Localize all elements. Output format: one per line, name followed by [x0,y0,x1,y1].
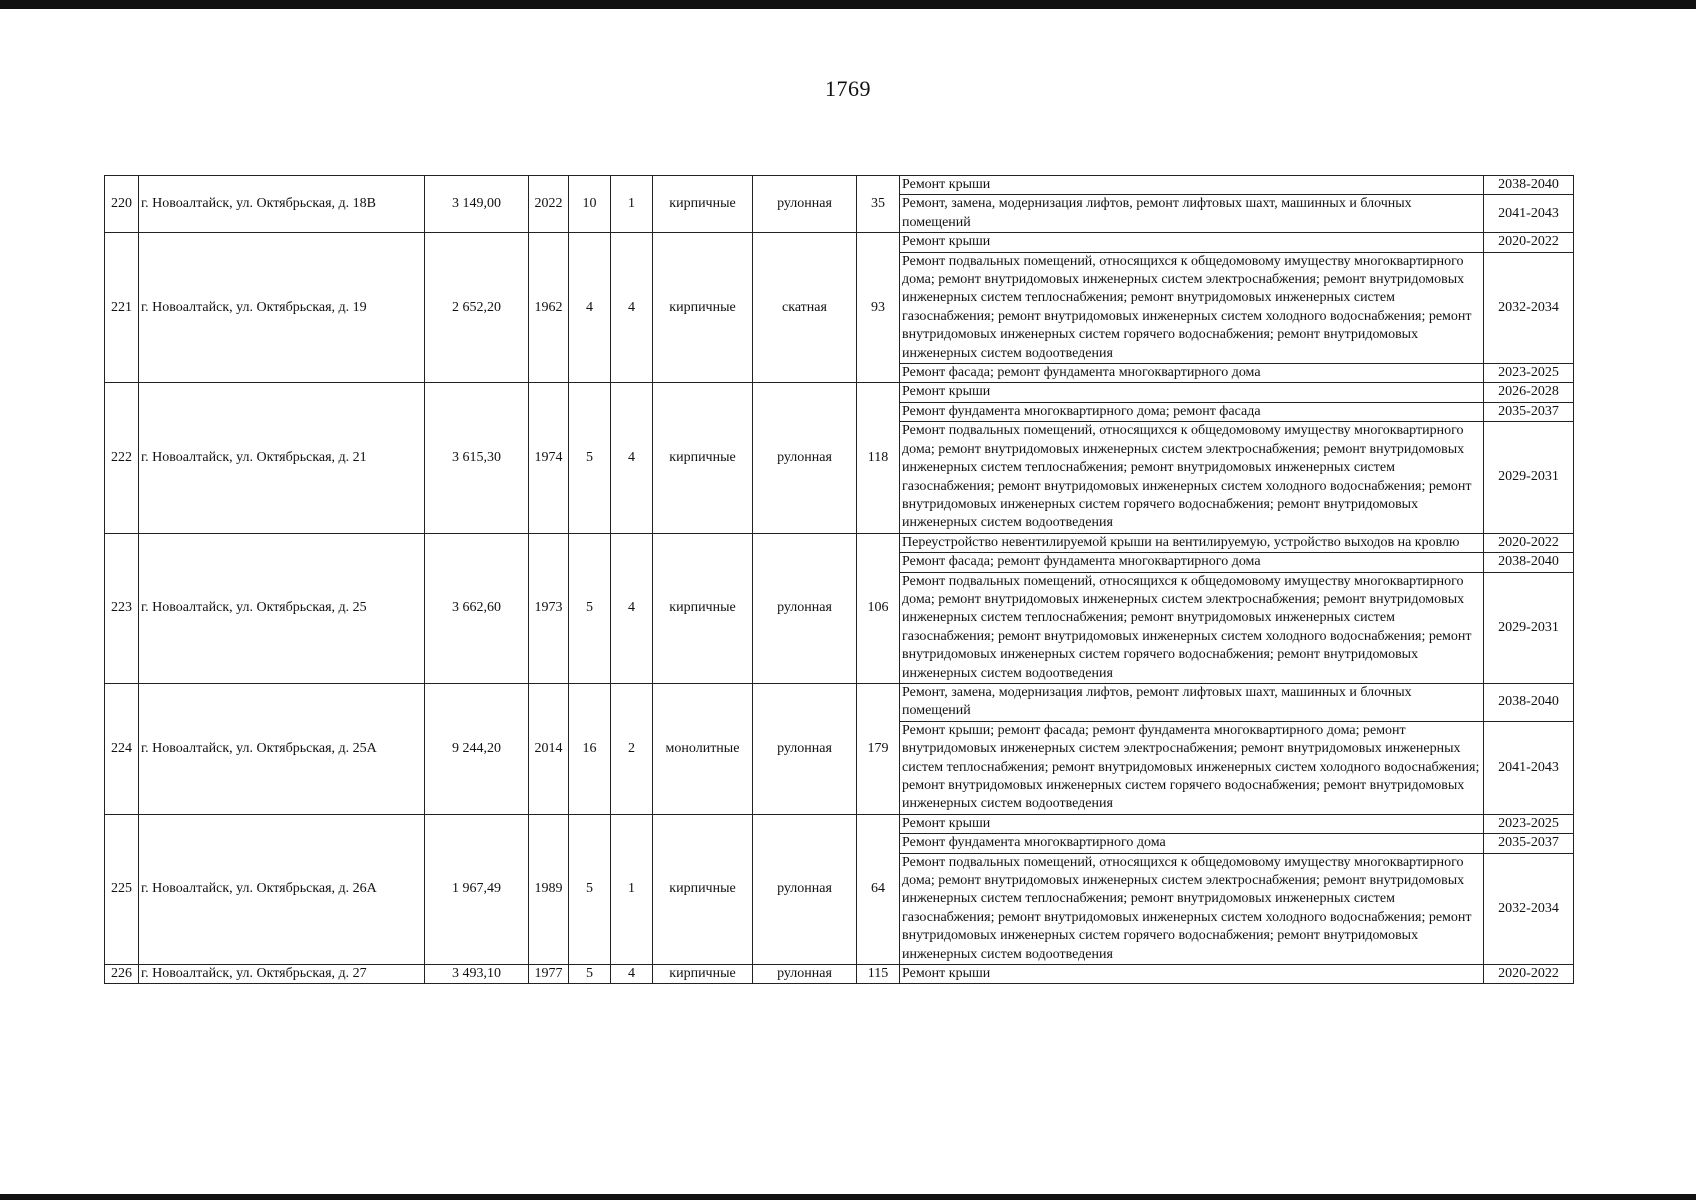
repair-period-cell: 2029-2031 [1484,572,1574,683]
work-type-cell: Ремонт подвальных помещений, относящихся к общедомовому имуществу многоквартирного дома; ремонт внутридомовых инженерных систем электроснабжения; ремонт внутридомовых инженерных систем теплоснабжения; ремонт внутридомовых инженерных систем газоснабжения; ремонт внутридомовых инженерных систем холодного водоснабжения; ремонт внутридомовых инженерных систем горячего водоснабжения; ремонт внутридомовых инженерных систем водоотведения [900,422,1484,533]
repair-period-cell: 2035-2037 [1484,402,1574,421]
area-cell: 1 967,49 [425,814,529,964]
work-type-cell: Переустройство невентилируемой крыши на вентилируемую, устройство выходов на кровлю [900,533,1484,552]
table-row [105,814,1574,833]
year-cell: 1973 [529,533,569,683]
house-number-cell: 225 [105,814,139,964]
roof-type-cell: скатная [753,233,857,383]
repair-period-cell: 2035-2037 [1484,834,1574,853]
work-type-cell: Ремонт фундамента многоквартирного дома; ремонт фасада [900,402,1484,421]
roof-type-cell: рулонная [753,814,857,964]
work-type-cell: Ремонт подвальных помещений, относящихся к общедомовому имуществу многоквартирного дома; ремонт внутридомовых инженерных систем электроснабжения; ремонт внутридомовых инженерных систем теплоснабжения; ремонт внутридомовых инженерных систем газоснабжения; ремонт внутридомовых инженерных систем холодного водоснабжения; ремонт внутридомовых инженерных систем горячего водоснабжения; ремонт внутридомовых инженерных систем водоотведения [900,572,1484,683]
apartments-cell: 118 [857,383,900,533]
house-number-cell: 223 [105,533,139,683]
entrances-cell: 4 [611,965,653,984]
entrances-cell: 1 [611,176,653,233]
apartments-cell: 179 [857,683,900,814]
year-cell: 2022 [529,176,569,233]
repair-period-cell: 2041-2043 [1484,721,1574,814]
repair-period-cell: 2029-2031 [1484,422,1574,533]
year-cell: 1977 [529,965,569,984]
year-cell: 2014 [529,683,569,814]
repair-period-cell: 2020-2022 [1484,965,1574,984]
repair-period-cell: 2026-2028 [1484,383,1574,402]
work-type-cell: Ремонт подвальных помещений, относящихся к общедомовому имуществу многоквартирного дома; ремонт внутридомовых инженерных систем электроснабжения; ремонт внутридомовых инженерных систем теплоснабжения; ремонт внутридомовых инженерных систем газоснабжения; ремонт внутридомовых инженерных систем холодного водоснабжения; ремонт внутридомовых инженерных систем горячего водоснабжения; ремонт внутридомовых инженерных систем водоотведения [900,853,1484,964]
repair-period-cell: 2032-2034 [1484,252,1574,363]
apartments-cell: 115 [857,965,900,984]
address-cell: г. Новоалтайск, ул. Октябрьская, д. 25А [139,683,425,814]
area-cell: 2 652,20 [425,233,529,383]
apartments-cell: 64 [857,814,900,964]
wall-material-cell: монолитные [653,683,753,814]
house-number-cell: 226 [105,965,139,984]
wall-material-cell: кирпичные [653,965,753,984]
work-type-cell: Ремонт фасада; ремонт фундамента многоквартирного дома [900,553,1484,572]
area-cell: 3 149,00 [425,176,529,233]
house-number-cell: 221 [105,233,139,383]
entrances-cell: 1 [611,814,653,964]
address-cell: г. Новоалтайск, ул. Октябрьская, д. 19 [139,233,425,383]
work-type-cell: Ремонт крыши; ремонт фасада; ремонт фундамента многоквартирного дома; ремонт внутридомовых инженерных систем электроснабжения; ремонт внутридомовых инженерных систем теплоснабжения; ремонт внутридомовых инженерных систем холодного водоснабжения; ремонт внутридомовых инженерных систем горячего водоснабжения; ремонт внутридомовых инженерных систем водоотведения [900,721,1484,814]
address-cell: г. Новоалтайск, ул. Октябрьская, д. 25 [139,533,425,683]
floors-cell: 5 [569,383,611,533]
house-number-cell: 222 [105,383,139,533]
table-row [105,383,1574,402]
work-type-cell: Ремонт крыши [900,814,1484,833]
work-type-cell: Ремонт фасада; ремонт фундамента многоквартирного дома [900,364,1484,383]
repair-period-cell: 2038-2040 [1484,683,1574,721]
roof-type-cell: рулонная [753,965,857,984]
roof-type-cell: рулонная [753,533,857,683]
area-cell: 3 493,10 [425,965,529,984]
repair-period-cell: 2038-2040 [1484,176,1574,195]
capital-repair-table [104,175,1574,984]
wall-material-cell: кирпичные [653,814,753,964]
page-number: 1769 [825,76,871,101]
work-type-cell: Ремонт, замена, модернизация лифтов, ремонт лифтовых шахт, машинных и блочных помещений [900,195,1484,233]
repair-period-cell: 2032-2034 [1484,853,1574,964]
work-type-cell: Ремонт крыши [900,965,1484,984]
wall-material-cell: кирпичные [653,533,753,683]
work-type-cell: Ремонт подвальных помещений, относящихся к общедомовому имуществу многоквартирного дома; ремонт внутридомовых инженерных систем электроснабжения; ремонт внутридомовых инженерных систем теплоснабжения; ремонт внутридомовых инженерных систем газоснабжения; ремонт внутридомовых инженерных систем холодного водоснабжения; ремонт внутридомовых инженерных систем горячего водоснабжения; ремонт внутридомовых инженерных систем водоотведения [900,252,1484,363]
area-cell: 3 615,30 [425,383,529,533]
area-cell: 9 244,20 [425,683,529,814]
table-row [105,683,1574,721]
repair-period-cell: 2041-2043 [1484,195,1574,233]
wall-material-cell: кирпичные [653,383,753,533]
wall-material-cell: кирпичные [653,233,753,383]
scan-edge-bottom [0,1194,1696,1200]
year-cell: 1974 [529,383,569,533]
house-number-cell: 220 [105,176,139,233]
address-cell: г. Новоалтайск, ул. Октябрьская, д. 21 [139,383,425,533]
repair-period-cell: 2020-2022 [1484,533,1574,552]
repair-period-cell: 2038-2040 [1484,553,1574,572]
table-row [105,176,1574,195]
house-number-cell: 224 [105,683,139,814]
area-cell: 3 662,60 [425,533,529,683]
floors-cell: 5 [569,814,611,964]
repair-period-cell: 2023-2025 [1484,814,1574,833]
apartments-cell: 93 [857,233,900,383]
work-type-cell: Ремонт крыши [900,383,1484,402]
apartments-cell: 35 [857,176,900,233]
roof-type-cell: рулонная [753,683,857,814]
repair-period-cell: 2023-2025 [1484,364,1574,383]
floors-cell: 5 [569,533,611,683]
address-cell: г. Новоалтайск, ул. Октябрьская, д. 18В [139,176,425,233]
entrances-cell: 4 [611,233,653,383]
year-cell: 1962 [529,233,569,383]
scan-edge-top [0,0,1696,9]
floors-cell: 5 [569,965,611,984]
work-type-cell: Ремонт фундамента многоквартирного дома [900,834,1484,853]
floors-cell: 10 [569,176,611,233]
entrances-cell: 4 [611,383,653,533]
entrances-cell: 2 [611,683,653,814]
table-row [105,965,1574,984]
roof-type-cell: рулонная [753,176,857,233]
roof-type-cell: рулонная [753,383,857,533]
year-cell: 1989 [529,814,569,964]
address-cell: г. Новоалтайск, ул. Октябрьская, д. 27 [139,965,425,984]
entrances-cell: 4 [611,533,653,683]
wall-material-cell: кирпичные [653,176,753,233]
floors-cell: 16 [569,683,611,814]
apartments-cell: 106 [857,533,900,683]
floors-cell: 4 [569,233,611,383]
table-row [105,233,1574,252]
table-row [105,533,1574,552]
work-type-cell: Ремонт крыши [900,233,1484,252]
repair-period-cell: 2020-2022 [1484,233,1574,252]
work-type-cell: Ремонт, замена, модернизация лифтов, ремонт лифтовых шахт, машинных и блочных помещений [900,683,1484,721]
work-type-cell: Ремонт крыши [900,176,1484,195]
address-cell: г. Новоалтайск, ул. Октябрьская, д. 26А [139,814,425,964]
